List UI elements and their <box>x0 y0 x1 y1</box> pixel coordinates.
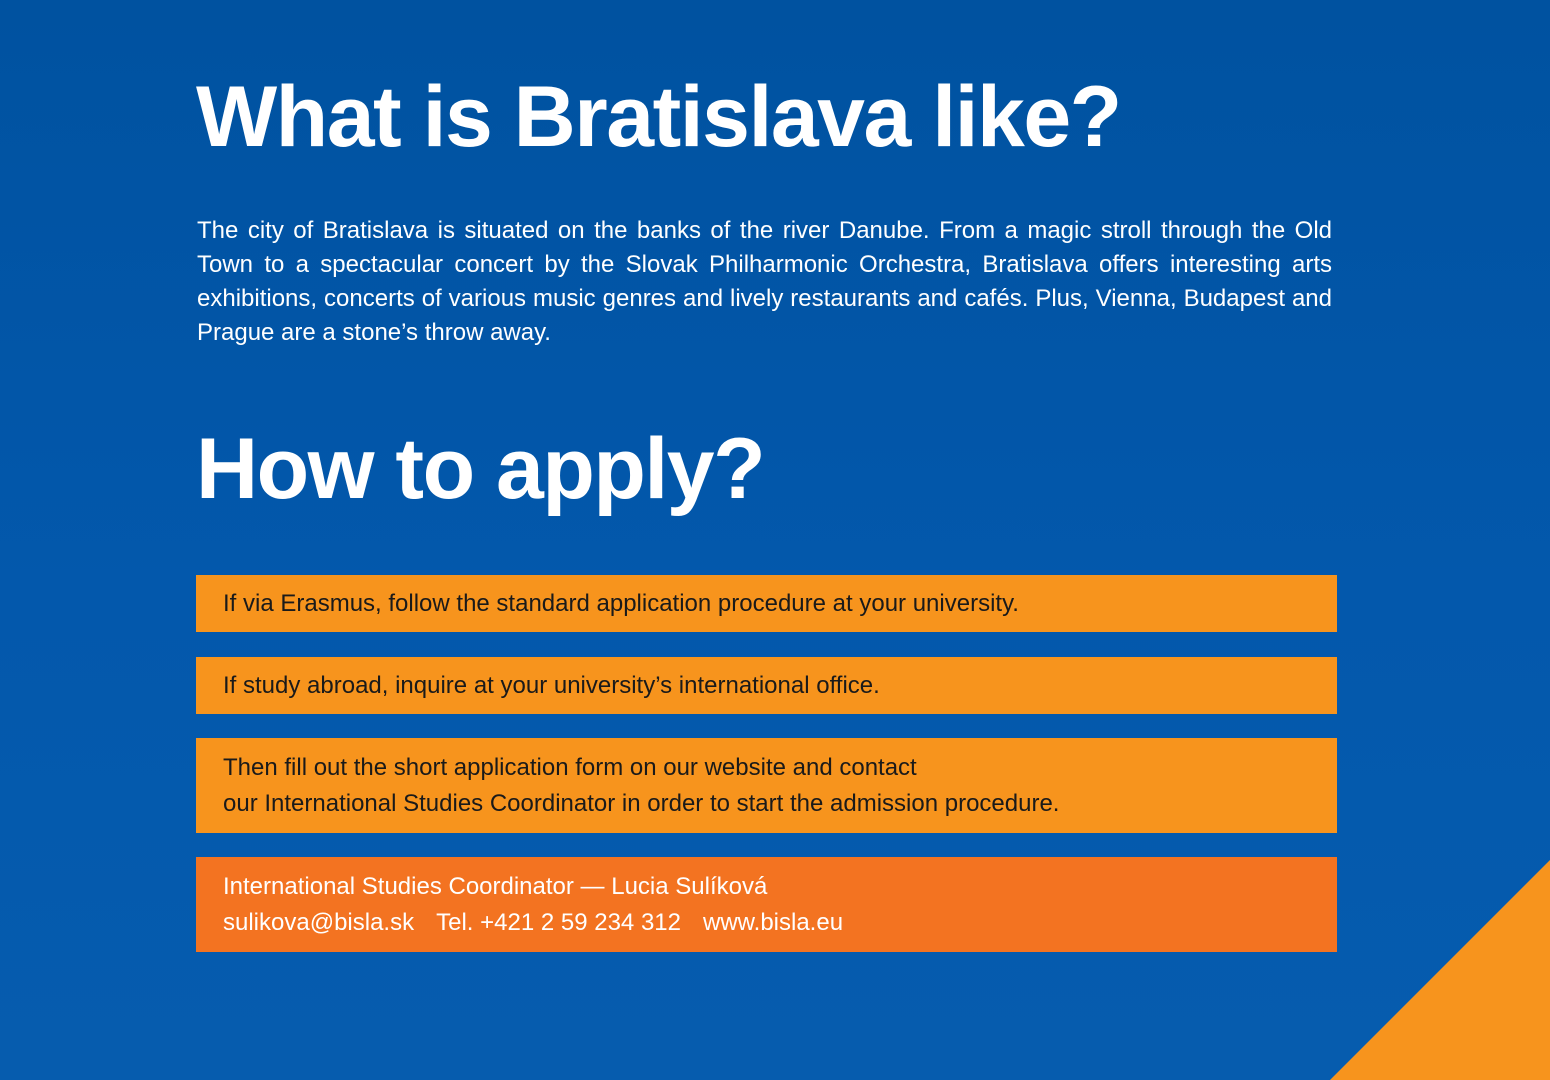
heading-what-is-bratislava: What is Bratislava like? <box>196 69 1121 165</box>
step-erasmus-text: If via Erasmus, follow the standard application procedure at your university. <box>223 590 1019 617</box>
step-application-line-2: our International Studies Coordinator in order to start the admission procedure. <box>223 790 1060 817</box>
corner-decoration <box>1330 860 1550 1080</box>
heading-how-to-apply: How to apply? <box>196 421 765 517</box>
step-application-line-1: Then fill out the short application form on our website and contact <box>223 754 917 781</box>
step-study-abroad-text: If study abroad, inquire at your university’s international office. <box>223 672 880 699</box>
contact-phone: Tel. +421 2 59 234 312 <box>436 909 681 936</box>
step-study-abroad <box>196 657 1337 714</box>
step-application-form <box>196 738 1337 833</box>
contact-email-link[interactable]: sulikova@bisla.sk <box>223 909 415 936</box>
intro-paragraph: The city of Bratislava is situated on the banks of the river Danube. From a magic stroll through the Old Town to a spectacular concert by the Slovak Philharmonic Orchestra, Bratislava offers interesting arts exhibitions, concerts of various music genres and lively restaurants and cafés. Plus, Vienna, Budapest and Prague are a stone’s throw away. <box>197 217 1332 346</box>
contact-details <box>223 905 1337 941</box>
contact-box <box>196 857 1337 952</box>
step-erasmus <box>196 575 1337 632</box>
contact-website-link[interactable]: www.bisla.eu <box>702 909 844 936</box>
contact-title: International Studies Coordinator — Lucia Sulíková <box>223 873 768 900</box>
